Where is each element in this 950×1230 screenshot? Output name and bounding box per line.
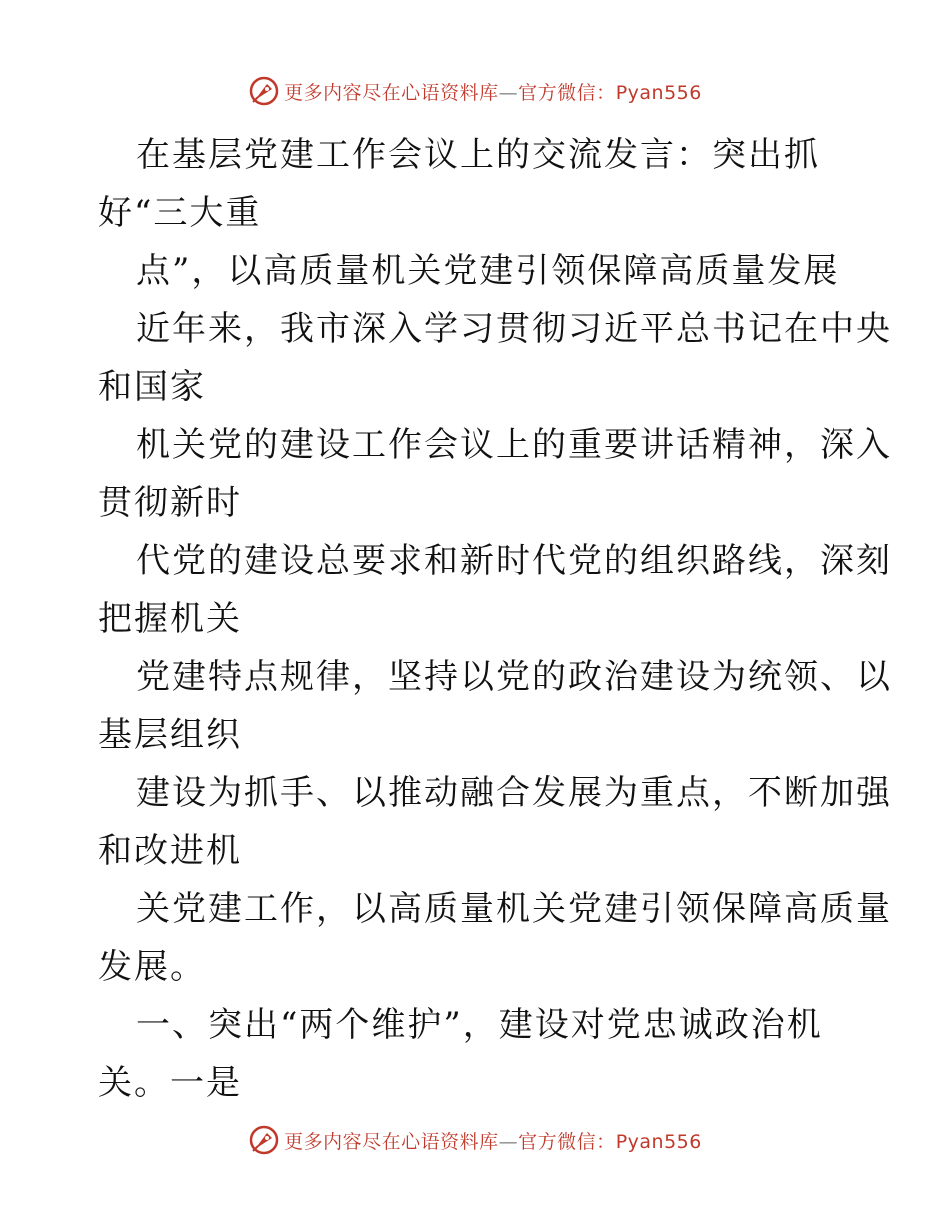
paragraph-line: 党建特点规律，坚持以党的政治建设为统领、以 bbox=[136, 657, 892, 697]
section-heading-line: 关。一是 bbox=[98, 1063, 242, 1103]
paragraph-line: 贯彻新时 bbox=[98, 483, 242, 523]
paragraph-line: 近年来，我市深入学习贯彻习近平总书记在中央 bbox=[136, 309, 892, 349]
document-body bbox=[98, 126, 892, 1112]
paragraph-line: 代党的建设总要求和新时代党的组织路线，深刻 bbox=[136, 541, 892, 581]
section-heading-line: 一、突出“两个维护”，建设对党忠诚政治机 bbox=[136, 1005, 823, 1045]
paragraph-line: 建设为抓手、以推动融合发展为重点，不断加强 bbox=[136, 773, 892, 813]
pen-nib-logo-icon bbox=[248, 75, 280, 107]
paragraph-line: 发展。 bbox=[98, 947, 206, 987]
title-line-1: 在基层党建工作会议上的交流发言：突出抓 bbox=[136, 135, 820, 175]
paragraph-line: 关党建工作，以高质量机关党建引领保障高质量 bbox=[136, 889, 892, 929]
header-watermark bbox=[0, 74, 950, 108]
watermark-text: 更多内容尽在心语资料库—官方微信：Pyan556 bbox=[284, 81, 702, 104]
paragraph-line: 基层组织 bbox=[98, 715, 242, 755]
title-line-2: 好“三大重 bbox=[98, 193, 262, 233]
watermark-text: 更多内容尽在心语资料库—官方微信：Pyan556 bbox=[284, 1130, 702, 1153]
footer-watermark bbox=[0, 1123, 950, 1157]
paragraph-line: 和国家 bbox=[98, 367, 206, 407]
title-line-3: 点”，以高质量机关党建引领保障高质量发展 bbox=[136, 251, 840, 291]
pen-nib-logo-icon bbox=[248, 1124, 280, 1156]
paragraph-line: 和改进机 bbox=[98, 831, 242, 871]
paragraph-line: 把握机关 bbox=[98, 599, 242, 639]
paragraph-line: 机关党的建设工作会议上的重要讲话精神，深入 bbox=[136, 425, 892, 465]
